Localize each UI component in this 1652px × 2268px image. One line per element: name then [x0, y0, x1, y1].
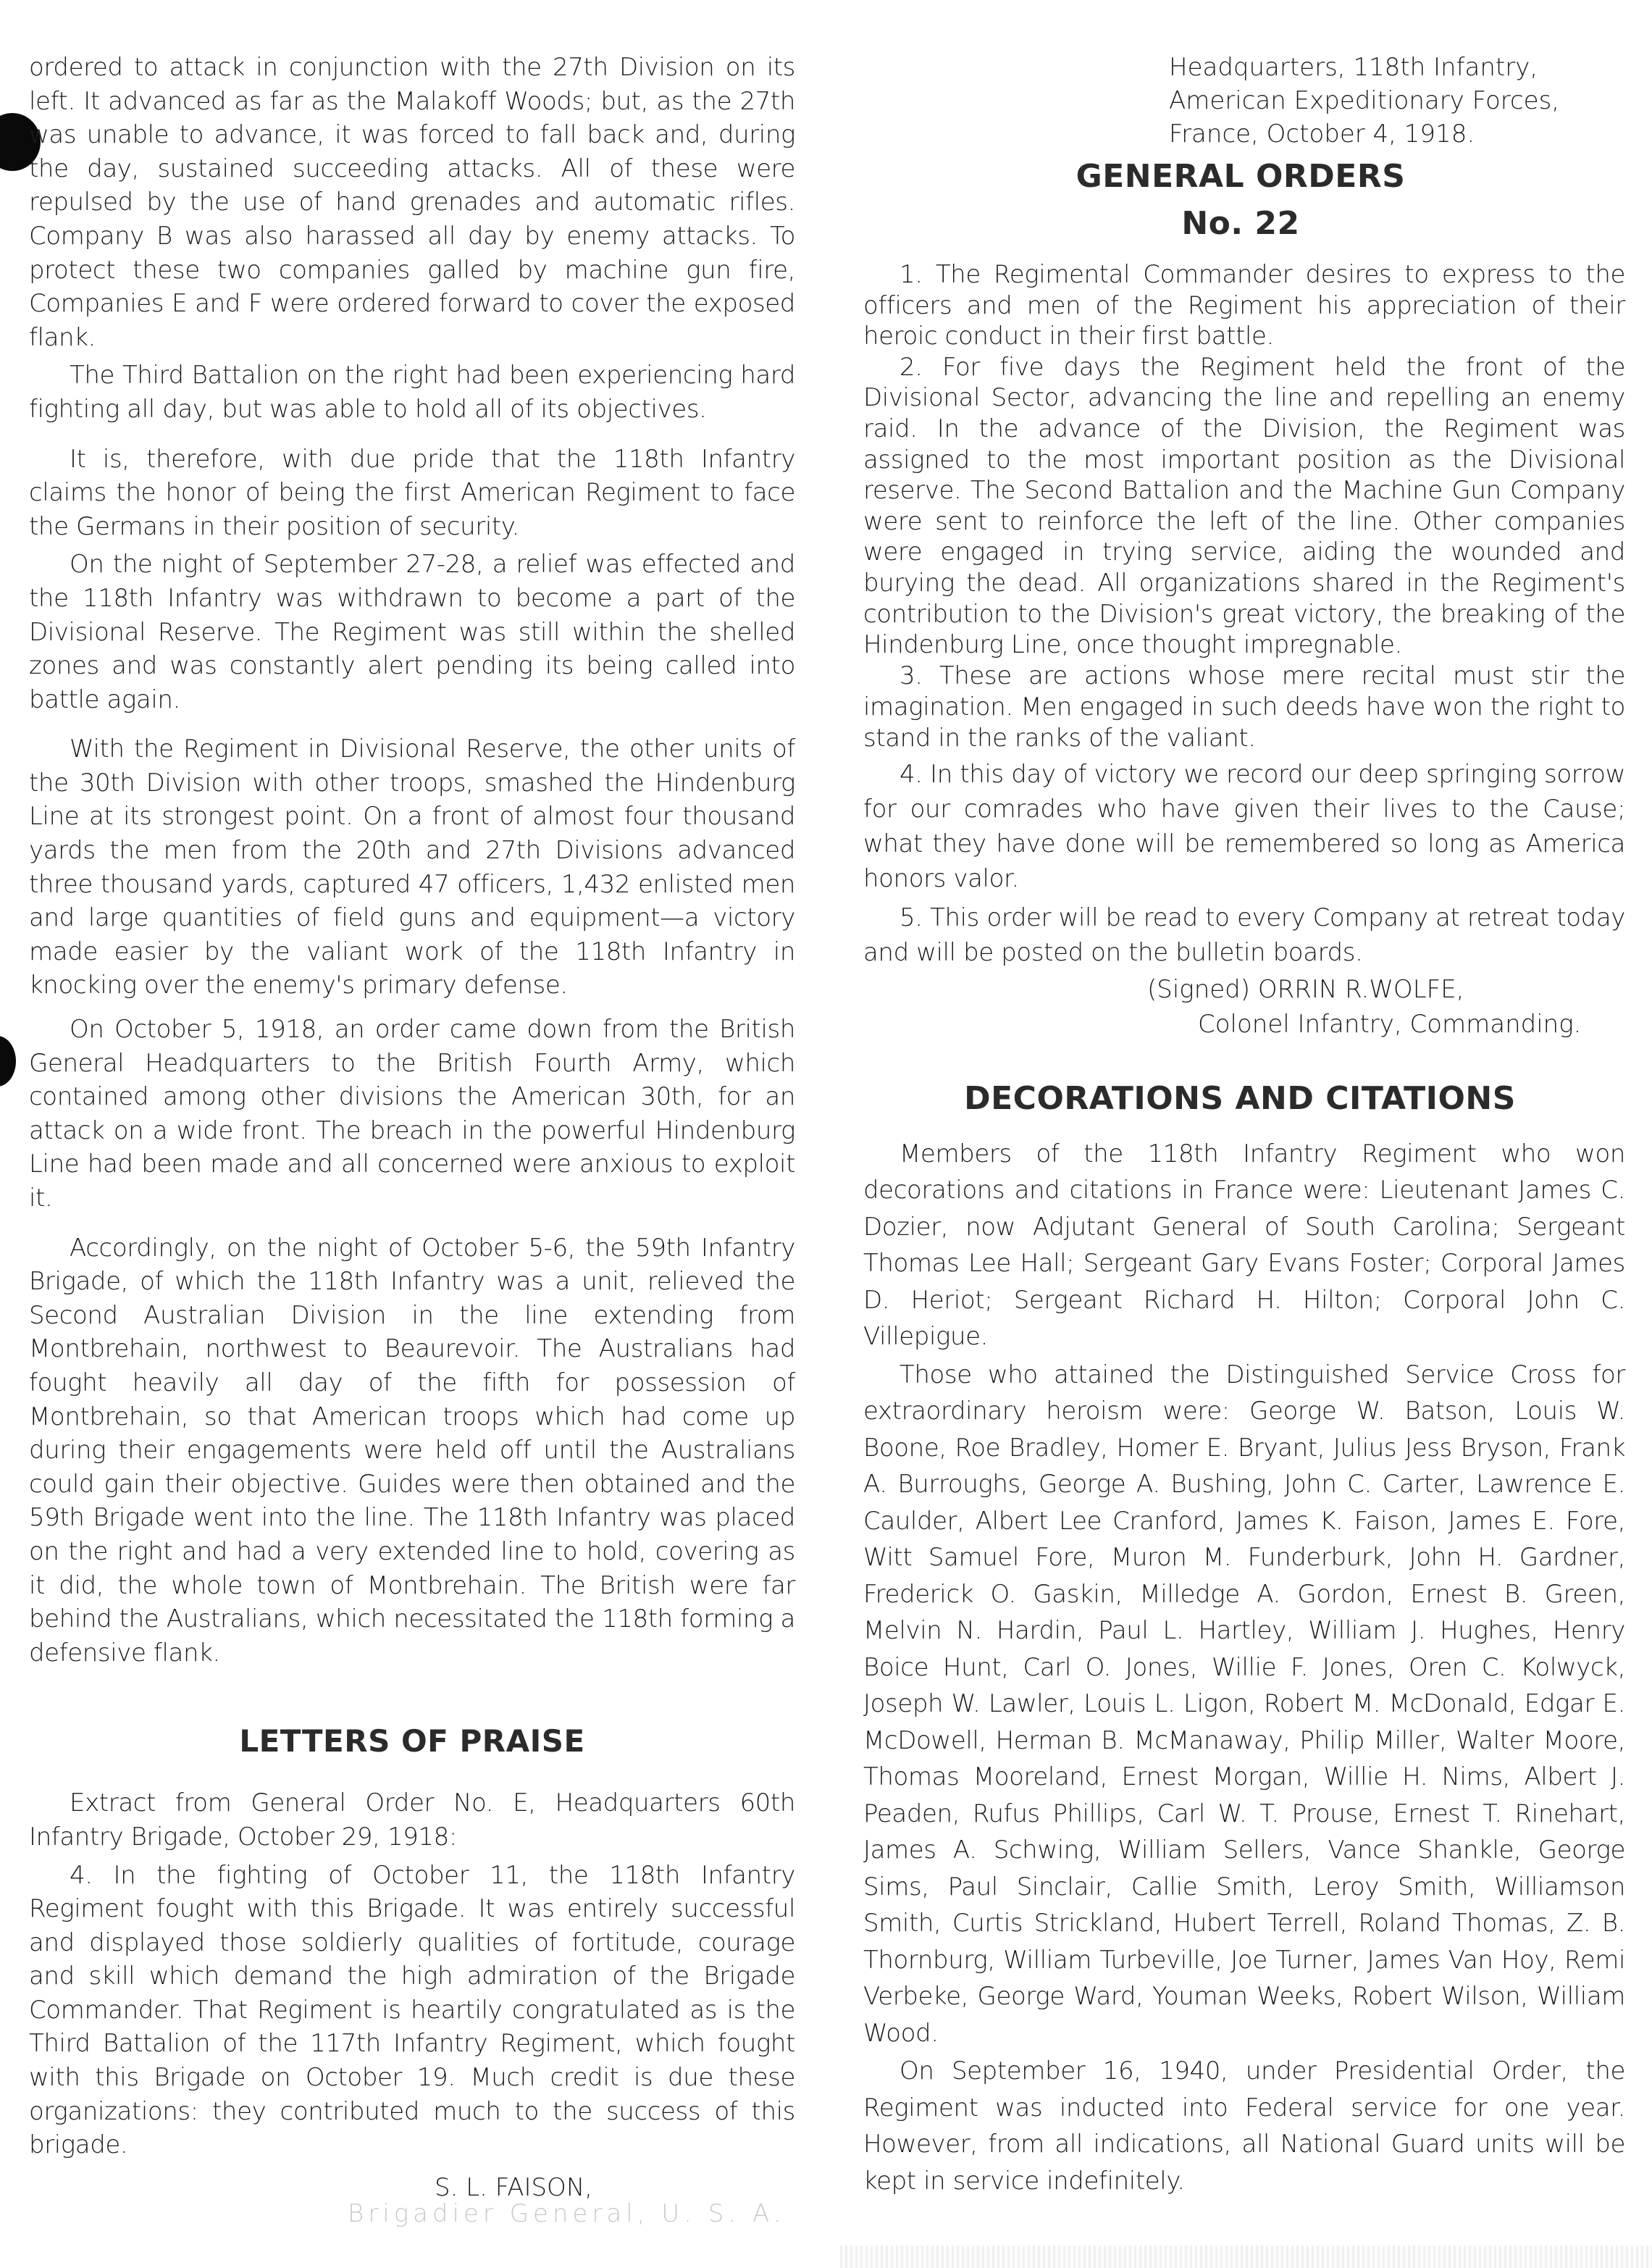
- paragraph-relief: On the night of September 27-28, a relief was effected and the 118th Infantry was withdrawn to become a part of the Divisional Reserve. The Regiment was still within the shelled zones and was constantly alert pending its being called into battle again.: [29, 550, 795, 714]
- orders-signature: (Signed) ORRIN R.WOLFE,: [1147, 974, 1464, 1004]
- paragraph-third-battalion: The Third Battalion on the right had been experiencing hard fighting all day, but was able to hold all of its objectives.: [29, 361, 795, 424]
- order-item-5: 5. This order will be read to every Company at retreat today and will be posted on the bulletin boards.: [863, 903, 1625, 967]
- paragraph-honor: It is, therefore, with due pride that the 118th Infantry claims the honor of being the first American Regiment to face the Germans in their position of security.: [29, 444, 795, 541]
- dateline-line-1: Headquarters, 118th Infantry,: [1169, 53, 1538, 82]
- order-item-1: 1. The Regimental Commander desires to express to the officers and men of the Regiment his appreciation of their heroic conduct in their first battle.: [863, 260, 1625, 351]
- letters-signature: S. L. FAISON,: [435, 2172, 593, 2202]
- paragraph-accordingly: Accordingly, on the night of October 5-6, the 59th Infantry Brigade, of which the 118th Infantry was a unit, relieved the Second Australian Division in the line extending from Montbrehain, northwest to Beaurevoir. The Australians had fought heavily all day of the fifth for possession of Montbrehain, so that American troops which had come up during their engagements were held off until the Australians could gain their objective. Guides were then obtained and the 59th Brigade went into the line. The 118th Infantry was placed on the right and had a very extended line to hold, covering as it did, the whole town of Montbrehain. The British were far behind the Australians, which necessitated the 118th forming a defensive flank.: [29, 1233, 795, 1667]
- order-item-2: 2. For five days the Regiment held the front of the Divisional Sector, advancing the line and repelling an enemy raid. In the advance of the Division, the Regiment was assigned to the most important position as the Divisional reserve. The Second Battalion and the Machine Gun Company were sent to reinforce the left of the line. Other companies were engaged in trying service, aiding the wounded and burying the dead. All organizations shared in the Regiment's contribution to the Division's great victory, the breaking of the Hindenburg Line, once thought impregnable.: [863, 352, 1625, 660]
- orders-dateline: [863, 51, 1625, 151]
- general-orders-heading: GENERAL ORDERS: [1076, 158, 1406, 195]
- right-column: [863, 51, 1625, 2199]
- letters-of-praise-heading: LETTERS OF PRAISE: [239, 1723, 585, 1759]
- dateline-line-3: France, October 4, 1918.: [1169, 120, 1475, 148]
- letters-signature-title: Brigadier General, U. S. A.: [348, 2198, 786, 2228]
- general-orders-number: No. 22: [1181, 205, 1300, 242]
- letters-extract-body: 4. In the fighting of October 11, the 118th Infantry Regiment fought with this Brigade. It was entirely successful and displayed those soldierly qualities of fortitude, courage and skill which demand the high admiration of the Brigade Commander. That Regiment is heartily congratulated as is the Third Battalion of the 117th Infantry Regiment, which fought with this Brigade on October 19. Much credit is due these organizations: they contributed much to the success of this brigade.: [29, 1860, 795, 2160]
- orders-signature-title: Colonel Infantry, Commanding.: [1198, 1009, 1582, 1039]
- scan-edge-noise: [840, 2246, 1652, 2268]
- order-item-4: 4. In this day of victory we record our deep springing sorrow for our comrades who have given their lives to the Cause; what they have done will be remembered so long as America honors valor.: [863, 759, 1625, 893]
- decorations-members-paragraph: Members of the 118th Infantry Regiment who won decorations and citations in France were: Lieutenant James C. Dozier, now Adjutant General of South Carolina; Sergeant Thomas Lee Hall; Sergeant Gary Evans Foster; Corporal James D. Heriot; Sergeant Richard H. Hilton; Corporal John C. Villepigue.: [863, 1139, 1625, 1352]
- punch-hole-middle: [0, 1036, 16, 1087]
- dateline-line-2: American Expeditionary Forces,: [1169, 86, 1560, 115]
- federal-service-paragraph: On September 16, 1940, under Presidential Order, the Regiment was inducted into Federal service for one year. However, from all indications, all National Guard units will be kept in service indefinitely.: [863, 2056, 1625, 2196]
- distinguished-service-cross-paragraph: Those who attained the Distinguished Service Cross for extraordinary heroism were: George W. Batson, Louis W. Boone, Roe Bradley, Homer E. Bryant, Julius Jess Bryson, Frank A. Burroughs, George A. Bushing, John C. Carter, Lawrence E. Caulder, Albert Lee Cranford, James K. Faison, James E. Fore, Witt Samuel Fore, Muron M. Funderburk, John H. Gardner, Frederick O. Gaskin, Milledge A. Gordon, Ernest B. Green, Melvin N. Hardin, Paul L. Hartley, William J. Hughes, Henry Boice Hunt, Carl O. Jones, Willie F. Jones, Oren C. Kolwyck, Joseph W. Lawler, Louis L. Ligon, Robert M. McDonald, Edgar E. McDowell, Herman B. McManaway, Philip Miller, Walter Moore, Thomas Mooreland, Ernest Morgan, Willie H. Nims, Albert J. Peaden, Rufus Phillips, Carl W. T. Prouse, Ernest T. Rinehart, James A. Schwing, William Sellers, Vance Shankle, George Sims, Paul Sinclair, Callie Smith, Leroy Smith, Williamson Smith, Curtis Strickland, Hubert Terrell, Roland Thomas, Z. B. Thornburg, William Turbeville, Joe Turner, James Van Hoy, Remi Verbeke, George Ward, Youman Weeks, Robert Wilson, William Wood.: [863, 1360, 1625, 2048]
- decorations-heading: DECORATIONS AND CITATIONS: [964, 1079, 1516, 1117]
- general-orders-body: [863, 259, 1625, 970]
- paragraph-divisional-reserve: With the Regiment in Divisional Reserve, the other units of the 30th Division with other troops, smashed the Hindenburg Line at its strongest point. On a front of almost four thousand yards the men from the 20th and 27th Divisions advanced three thousand yards, captured 47 officers, 1,432 enlisted men and large quantities of field guns and equipment—a victory made easier by the valiant work of the 118th Infantry in knocking over the enemy's primary defense.: [29, 735, 795, 1000]
- left-column: [29, 51, 795, 2228]
- paragraph-malakoff: ordered to attack in conjunction with the 27th Division on its left. It advanced as far as the Malakoff Woods; but, as the 27th was unable to advance, it was forced to fall back and, during the day, sustained succeeding attacks. All of these were repulsed by the use of hand grenades and automatic rifles. Company B was also harassed all day by enemy attacks. To protect these two companies galled by machine gun fire, Companies E and F were ordered forward to cover the exposed flank.: [29, 53, 795, 352]
- paragraph-october-5: On October 5, 1918, an order came down from the British General Headquarters to the British Fourth Army, which contained among other divisions the American 30th, for an attack on a wide front. The breach in the powerful Hindenburg Line had been made and all concerned were anxious to exploit it.: [29, 1015, 795, 1213]
- letters-extract-intro: Extract from General Order No. E, Headquarters 60th Infantry Brigade, October 29, 1918:: [29, 1788, 795, 1851]
- order-item-3: 3. These are actions whose mere recital must stir the imagination. Men engaged in such deeds have won the right to stand in the ranks of the valiant.: [863, 661, 1625, 753]
